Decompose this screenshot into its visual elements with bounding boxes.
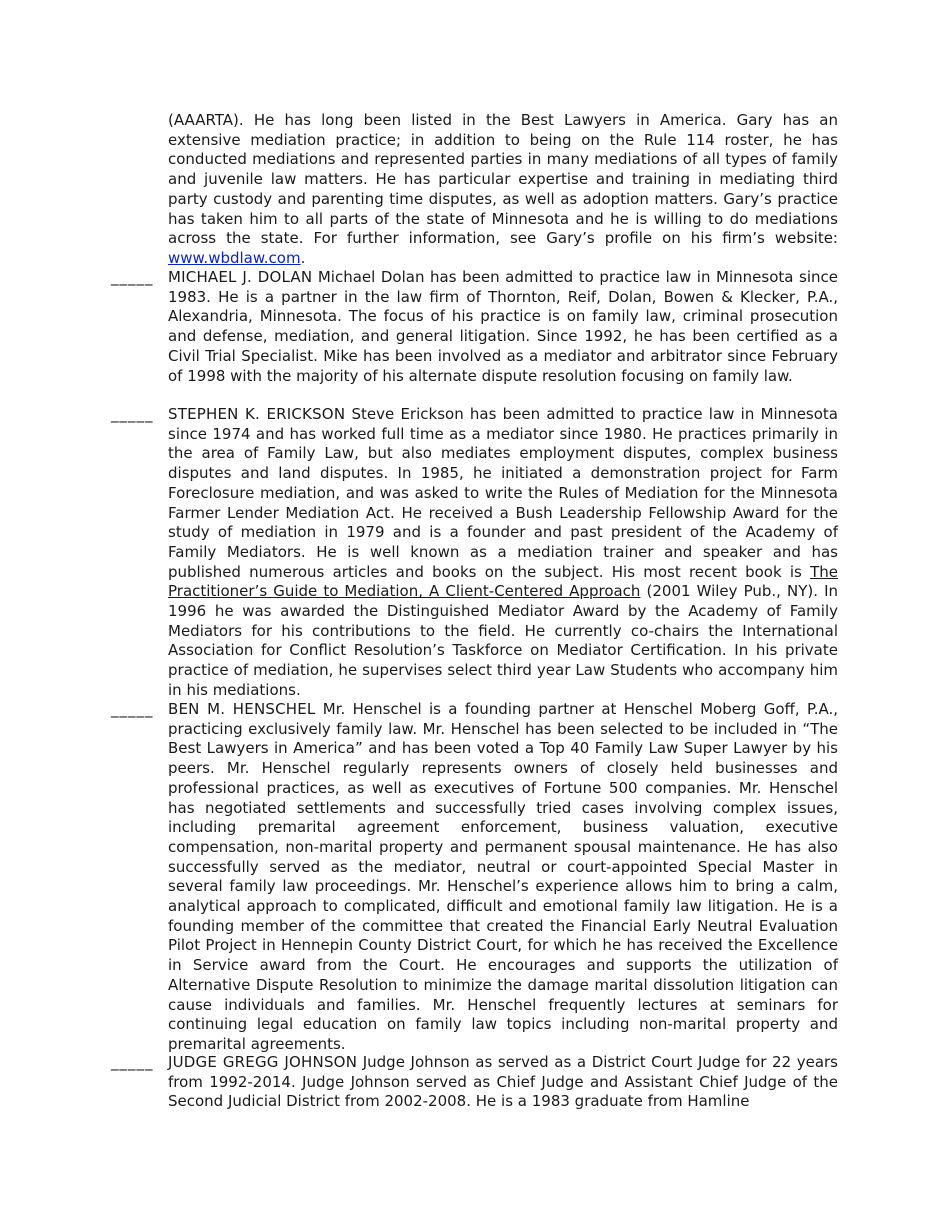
bio-text [168,405,838,701]
bio-segment: Judge Johnson as served as a District Court Judge for 22 years from 1992-2014. Judge Johnson served as Chief Judge and Assistant Chief Judge of the Second Judicial District from 2002-2008. He is a 1983 graduate from Hamline [168,1053,838,1111]
checkbox-blank[interactable]: _____ [111,1053,154,1071]
checkbox-blank[interactable]: _____ [111,268,154,286]
bio-segment: . [300,248,306,267]
bio-segment: (AAARTA). He has long been listed in the Best Lawyers in America. Gary has an extensive mediation practice; in addition to being on the Rule 114 roster, he has conducted mediations and represented parties in many mediations of all types of family and juvenile law matters. He has particular expertise and training in mediating third party custody and parenting time disputes, as well as adoption matters. Gary’s practice has taken him to all parts of the state of Minnesota and he is willing to do mediations across the state. For further information, see Gary’s profile on his firm’s website: [168,111,838,248]
checkbox-blank[interactable]: _____ [111,700,154,718]
bio-segment: (2001 Wiley Pub., NY). In 1996 he was awarded the Distinguished Mediator Award by the Academy of Family Mediators for his contributions to the field. He currently co-chairs the International Association for Conflict Resolution’s Taskforce on Mediator Certification. In his private practice of mediation, he supervises select third year Law Students who accompany him in his mediations. [168,582,839,699]
firm-website-link[interactable]: www.wbdlaw.com [168,248,301,267]
mediator-name: JUDGE GREGG JOHNSON [168,1053,358,1071]
bio-segment: Michael Dolan has been admitted to practice law in Minnesota since 1983. He is a partner in the law firm of Thornton, Reif, Dolan, Bowen & Klecker, P.A., Alexandria, Minnesota. The focus of his practice is on family law, criminal prosecution and defense, mediation, and general litigation. Since 1992, he has been certified as a Civil Trial Specialist. Mike has been involved as a mediator and arbitrator since February of 1998 with the majority of his alternate dispute resolution focusing on family law. [168,268,838,385]
checkbox-blank[interactable]: _____ [111,405,154,423]
bio-text [168,111,838,269]
bio-text [168,1053,838,1112]
bio-text [168,700,838,1055]
book-title: The Practitioner’s Guide to Mediation, A Client-Centered Approach [168,562,838,601]
bio-segment: Mr. Henschel is a founding partner at Henschel Moberg Goff, P.A., practicing exclusively family law. Mr. Henschel has been selected to be included in “The Best Lawyers in America” and has been voted a Top 40 Family Law Super Lawyer by his peers. Mr. Henschel regularly represents owners of closely held businesses and professional practices, as well as executives of Fortune 500 companies. Mr. Henschel has negotiated settlements and successfully tried cases involving complex issues, including premarital agreement enforcement, business valuation, executive compensation, non-marital property and permanent spousal maintenance. He has also successfully served as the mediator, neutral or court-appointed Special Master in several family law proceedings. Mr. Henschel’s experience allows him to bring a calm, analytical approach to complicated, difficult and emotional family law litigation. He is a founding member of the committee that created the Financial Early Neutral Evaluation Pilot Project in Hennepin County District Court, for which he has received the Excellence in Service award from the Court. He encourages and supports the utilization of Alternative Dispute Resolution to minimize the damage marital dissolution litigation can cause individuals and families. Mr. Henschel frequently lectures at seminars for continuing legal education on family law topics including non-marital property and premarital agreements. [168,700,838,1053]
mediator-name: STEPHEN K. ERICKSON [168,405,346,423]
mediator-name: BEN M. HENSCHEL [168,700,316,718]
bio-text [168,268,838,386]
mediator-name: MICHAEL J. DOLAN [168,268,313,286]
bio-segment: Steve Erickson has been admitted to practice law in Minnesota since 1974 and has worked full time as a mediator since 1980. He practices primarily in the area of Family Law, but also mediates employment disputes, complex business disputes and land disputes. In 1985, he initiated a demonstration project for Farm Foreclosure mediation, and was asked to write the Rules of Mediation for the Minnesota Farmer Lender Mediation Act. He received a Bush Leadership Fellowship Award for the study of mediation in 1979 and is a founder and past president of the Academy of Family Mediators. He is well known as a mediation trainer and speaker and has published numerous articles and books on the subject. His most recent book is [168,405,838,581]
